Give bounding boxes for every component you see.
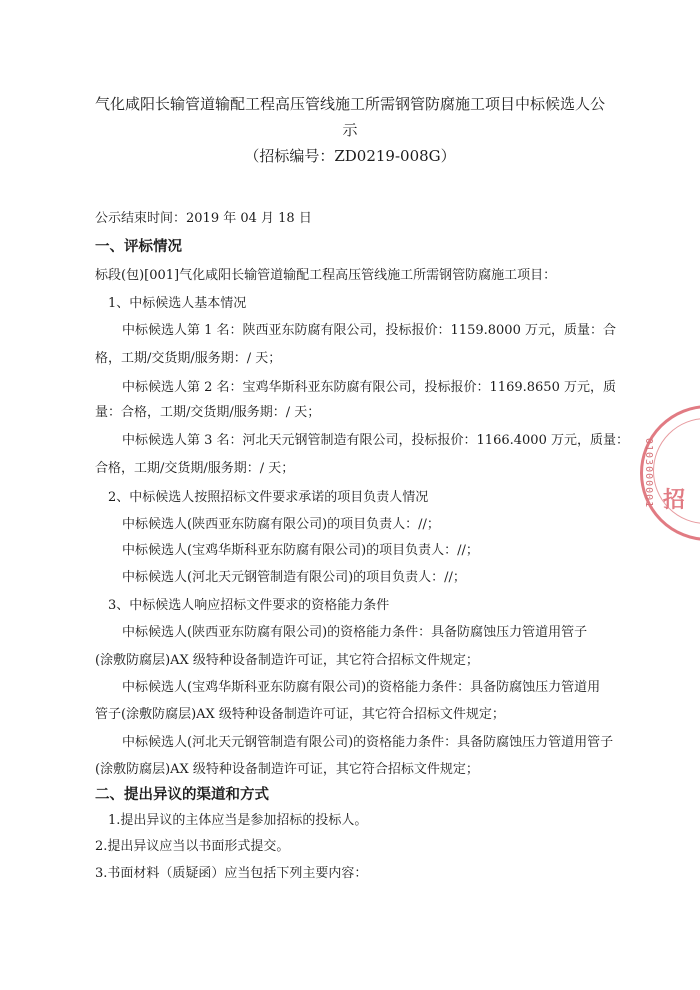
qualification-2-line-2: 管子(涂敷防腐层)AX 级特种设备制造许可证，其它符合招标文件规定； xyxy=(95,707,505,722)
objection-item-3: 3.书面材料（质疑函）应当包括下列主要内容： xyxy=(95,866,368,881)
candidate-3-line-2: 合格，工期/交货期/服务期：/ 天； xyxy=(95,461,295,476)
qualification-1-line-2: (涂敷防腐层)AX 级特种设备制造许可证，其它符合招标文件规定； xyxy=(95,653,479,668)
project-manager-2: 中标候选人(宝鸡华斯科亚东防腐有限公司)的项目负责人：//； xyxy=(122,543,479,558)
qualification-heading: 3、中标候选人响应招标文件要求的资格能力条件 xyxy=(108,598,390,613)
objection-item-1: 1.提出异议的主体应当是参加招标的投标人。 xyxy=(108,813,368,828)
candidate-1-line-1: 中标候选人第 1 名：陕西亚东防腐有限公司，投标报价：1159.8000 万元，质量：合 xyxy=(122,323,616,338)
qualification-3-line-2: (涂敷防腐层)AX 级特种设备制造许可证，其它符合招标文件规定； xyxy=(95,762,479,777)
section-objection-heading: 二、提出异议的渠道和方式 xyxy=(95,787,269,803)
project-manager-1: 中标候选人(陕西亚东防腐有限公司)的项目负责人：//； xyxy=(122,517,440,532)
document-title-line-1: 气化咸阳长输管道输配工程高压管线施工所需钢管防腐施工项目中标候选人公 xyxy=(95,95,606,113)
candidate-3-line-1: 中标候选人第 3 名：河北天元钢管制造有限公司，投标报价：1166.4000 万元，质量： xyxy=(122,433,629,448)
project-manager-heading: 2、中标候选人按照招标文件要求承诺的项目负责人情况 xyxy=(108,490,429,505)
section-evaluation-heading: 一、评标情况 xyxy=(95,239,182,255)
lot-intro: 标段(包)[001]气化咸阳长输管道输配工程高压管线施工所需钢管防腐施工项目： xyxy=(95,268,557,283)
qualification-3-line-1: 中标候选人(河北天元钢管制造有限公司)的资格能力条件：具备防腐蚀压力管道用管子 xyxy=(122,735,614,750)
candidate-2-line-2: 量：合格，工期/交货期/服务期：/ 天； xyxy=(95,405,321,420)
qualification-1-line-1: 中标候选人(陕西亚东防腐有限公司)的资格能力条件：具备防腐蚀压力管道用管子 xyxy=(122,625,588,640)
official-seal xyxy=(640,405,700,541)
candidate-basic-info-heading: 1、中标候选人基本情况 xyxy=(108,296,247,311)
official-seal-character: 招 xyxy=(663,487,686,513)
publicity-end-time: 公示结束时间：2019 年 04 月 18 日 xyxy=(95,211,312,226)
project-manager-3: 中标候选人(河北天元钢管制造有限公司)的项目负责人：//； xyxy=(122,570,466,585)
official-seal-number: 0103000001 xyxy=(643,438,654,509)
tender-code: （招标编号：ZD0219-008G） xyxy=(244,147,456,165)
qualification-2-line-1: 中标候选人(宝鸡华斯科亚东防腐有限公司)的资格能力条件：具备防腐蚀压力管道用 xyxy=(122,680,601,695)
candidate-1-line-2: 格，工期/交货期/服务期：/ 天； xyxy=(95,351,282,366)
candidate-2-line-1: 中标候选人第 2 名：宝鸡华斯科亚东防腐有限公司，投标报价：1169.8650 万元，质 xyxy=(122,380,616,395)
document-title-line-2: 示 xyxy=(342,121,358,139)
objection-item-2: 2.提出异议应当以书面形式提交。 xyxy=(95,839,290,854)
